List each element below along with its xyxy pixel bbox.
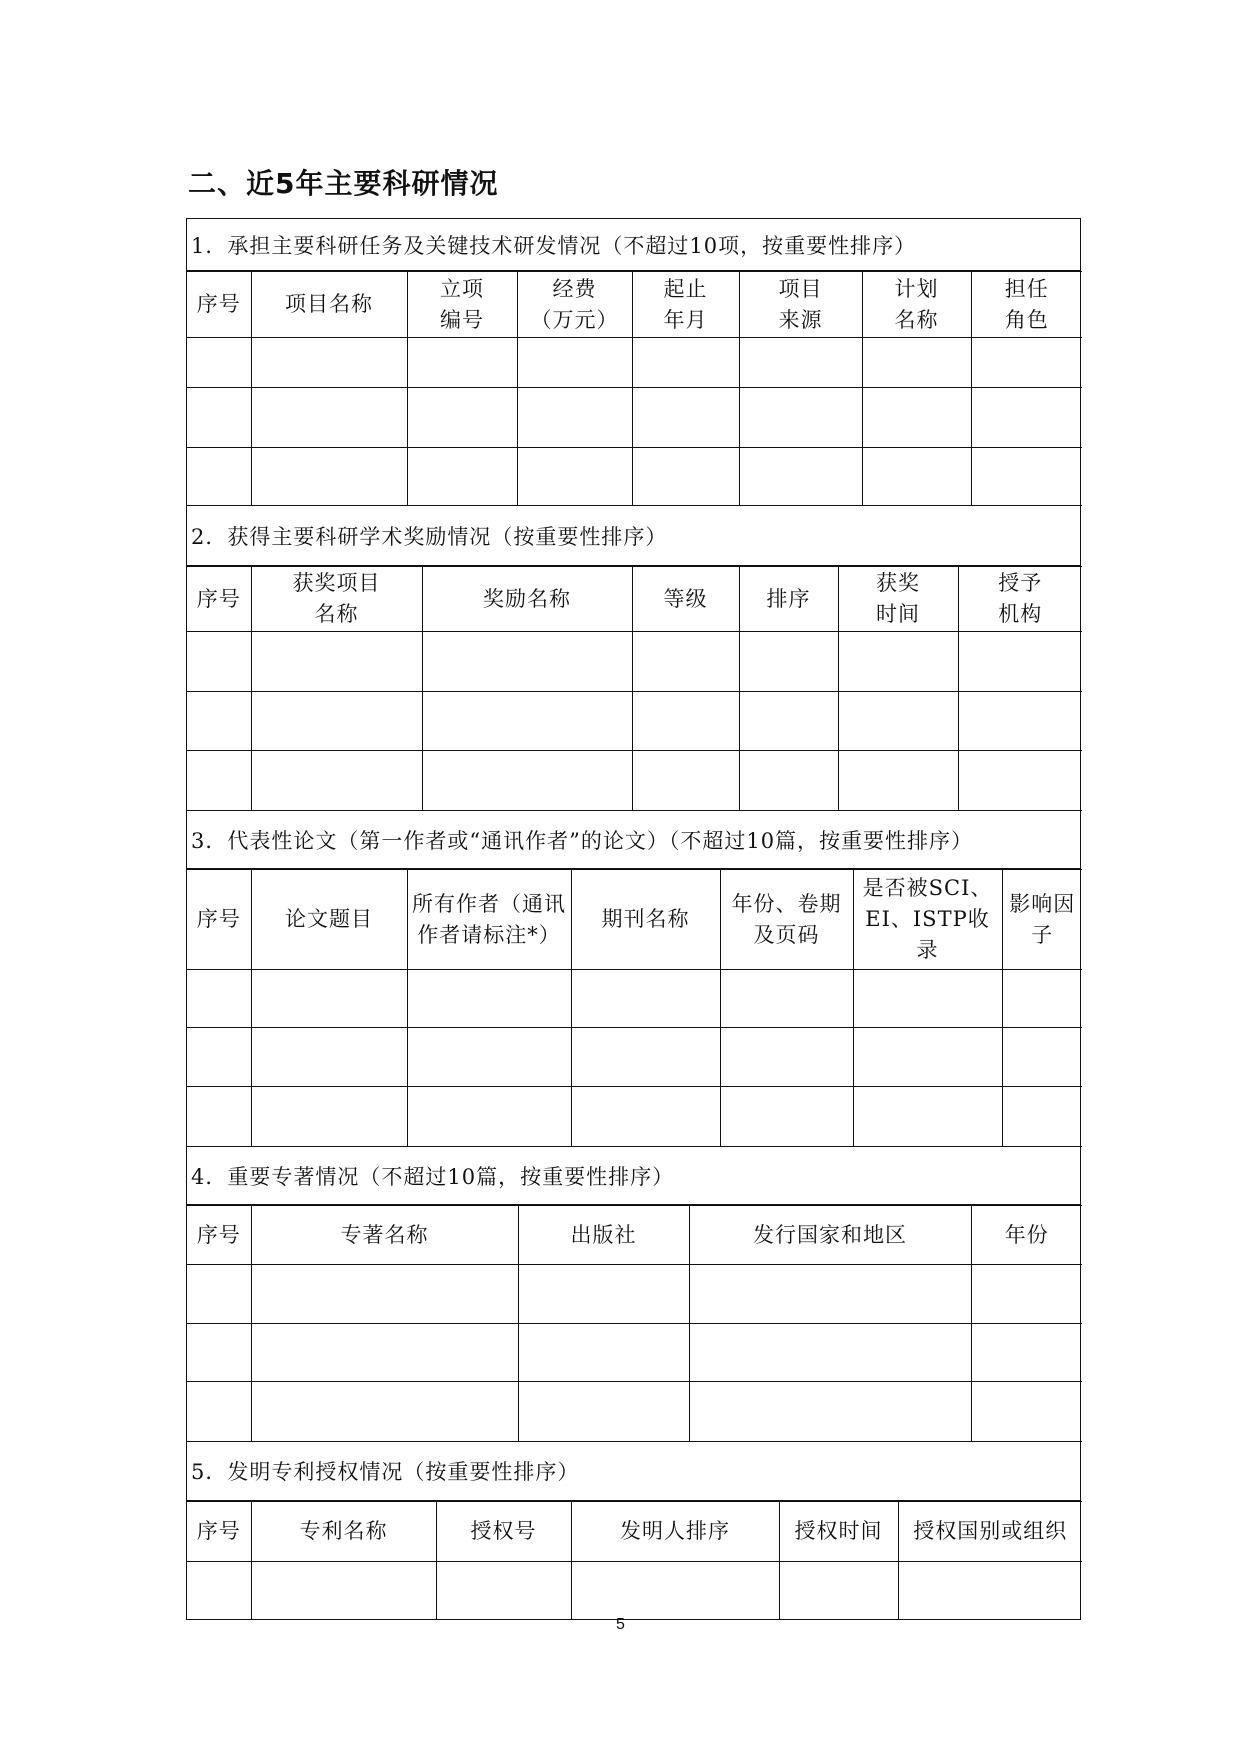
empty-cell[interactable]	[739, 338, 862, 388]
empty-cell[interactable]	[187, 692, 251, 751]
empty-cell[interactable]	[632, 632, 739, 692]
section-heading: 1．承担主要科研任务及关键技术研发情况（不超过10项，按重要性排序）	[187, 219, 1080, 271]
empty-cell[interactable]	[739, 751, 838, 811]
empty-cell[interactable]	[958, 751, 1082, 811]
column-header: 担任 角色	[971, 272, 1082, 338]
column-header: 经费 （万元）	[517, 272, 632, 338]
empty-cell[interactable]	[739, 388, 862, 448]
header-row	[187, 1206, 1082, 1265]
column-header: 序号	[187, 567, 251, 632]
empty-cell[interactable]	[739, 448, 862, 506]
empty-cell[interactable]	[571, 970, 720, 1028]
column-header: 授权号	[436, 1502, 571, 1562]
empty-cell[interactable]	[251, 1087, 407, 1147]
header-row	[187, 870, 1082, 970]
table-row	[187, 338, 1082, 388]
section-table	[187, 566, 1082, 811]
column-header: 等级	[632, 567, 739, 632]
empty-cell[interactable]	[251, 1028, 407, 1087]
empty-cell[interactable]	[862, 338, 971, 388]
empty-cell[interactable]	[517, 388, 632, 448]
column-header: 排序	[739, 567, 838, 632]
header-row	[187, 567, 1082, 632]
column-header: 所有作者（通讯作者请标注*）	[407, 870, 571, 970]
column-header: 期刊名称	[571, 870, 720, 970]
column-header: 起止 年月	[632, 272, 739, 338]
table-row	[187, 388, 1082, 448]
empty-cell[interactable]	[971, 448, 1082, 506]
section-5	[187, 1442, 1080, 1619]
empty-cell[interactable]	[518, 1324, 689, 1382]
empty-cell[interactable]	[853, 1028, 1002, 1087]
empty-cell[interactable]	[187, 448, 251, 506]
empty-cell[interactable]	[958, 692, 1082, 751]
table-row	[187, 632, 1082, 692]
empty-cell[interactable]	[251, 448, 407, 506]
empty-cell[interactable]	[422, 692, 632, 751]
empty-cell[interactable]	[407, 448, 517, 506]
empty-cell[interactable]	[251, 1265, 518, 1324]
section-4	[187, 1147, 1080, 1442]
page-number: 5	[616, 1616, 625, 1633]
empty-cell[interactable]	[720, 1087, 853, 1147]
column-header: 获奖项目 名称	[251, 567, 422, 632]
table-row	[187, 448, 1082, 506]
column-header: 项目 来源	[739, 272, 862, 338]
section-table	[187, 869, 1082, 1147]
column-header: 获奖 时间	[838, 567, 958, 632]
column-header: 序号	[187, 870, 251, 970]
empty-cell[interactable]	[251, 1324, 518, 1382]
empty-cell[interactable]	[187, 1562, 251, 1619]
table-row	[187, 1265, 1082, 1324]
table-row	[187, 970, 1082, 1028]
section-table	[187, 1501, 1082, 1619]
empty-cell[interactable]	[187, 1028, 251, 1087]
empty-cell[interactable]	[187, 1265, 251, 1324]
column-header: 发行国家和地区	[689, 1206, 971, 1265]
empty-cell[interactable]	[1002, 1087, 1082, 1147]
empty-cell[interactable]	[251, 1562, 436, 1619]
column-header: 计划 名称	[862, 272, 971, 338]
empty-cell[interactable]	[720, 970, 853, 1028]
empty-cell[interactable]	[251, 970, 407, 1028]
empty-cell[interactable]	[251, 632, 422, 692]
empty-cell[interactable]	[1002, 970, 1082, 1028]
empty-cell[interactable]	[517, 338, 632, 388]
empty-cell[interactable]	[1002, 1028, 1082, 1087]
empty-cell[interactable]	[971, 1382, 1082, 1442]
empty-cell[interactable]	[187, 1324, 251, 1382]
empty-cell[interactable]	[407, 970, 571, 1028]
empty-cell[interactable]	[971, 388, 1082, 448]
empty-cell[interactable]	[689, 1265, 971, 1324]
empty-cell[interactable]	[971, 338, 1082, 388]
empty-cell[interactable]	[251, 388, 407, 448]
table-row	[187, 1382, 1082, 1442]
empty-cell[interactable]	[571, 1087, 720, 1147]
empty-cell[interactable]	[251, 751, 422, 811]
section-1	[187, 219, 1080, 506]
empty-cell[interactable]	[187, 751, 251, 811]
empty-cell[interactable]	[689, 1324, 971, 1382]
column-header: 序号	[187, 1206, 251, 1265]
section-table	[187, 271, 1082, 506]
column-header: 奖励名称	[422, 567, 632, 632]
empty-cell[interactable]	[689, 1382, 971, 1442]
section-3	[187, 811, 1080, 1147]
empty-cell[interactable]	[422, 632, 632, 692]
empty-cell[interactable]	[187, 338, 251, 388]
empty-cell[interactable]	[571, 1562, 779, 1619]
empty-cell[interactable]	[958, 632, 1082, 692]
empty-cell[interactable]	[838, 692, 958, 751]
column-header: 年份、卷期及页码	[720, 870, 853, 970]
section-2	[187, 506, 1080, 811]
header-row	[187, 272, 1082, 338]
empty-cell[interactable]	[853, 1087, 1002, 1147]
empty-cell[interactable]	[898, 1562, 1082, 1619]
empty-cell[interactable]	[632, 692, 739, 751]
empty-cell[interactable]	[251, 692, 422, 751]
section-heading: 2．获得主要科研学术奖励情况（按重要性排序）	[187, 506, 1080, 566]
column-header: 立项 编号	[407, 272, 517, 338]
empty-cell[interactable]	[187, 970, 251, 1028]
empty-cell[interactable]	[971, 1265, 1082, 1324]
empty-cell[interactable]	[407, 388, 517, 448]
section-heading: 5．发明专利授权情况（按重要性排序）	[187, 1442, 1080, 1501]
empty-cell[interactable]	[971, 1324, 1082, 1382]
column-header: 年份	[971, 1206, 1082, 1265]
empty-cell[interactable]	[407, 338, 517, 388]
empty-cell[interactable]	[862, 448, 971, 506]
empty-cell[interactable]	[187, 632, 251, 692]
empty-cell[interactable]	[739, 692, 838, 751]
section-heading: 4．重要专著情况（不超过10篇，按重要性排序）	[187, 1147, 1080, 1205]
column-header: 是否被SCI、EI、ISTP收录	[853, 870, 1002, 970]
column-header: 序号	[187, 272, 251, 338]
empty-cell[interactable]	[853, 970, 1002, 1028]
empty-cell[interactable]	[862, 388, 971, 448]
column-header: 授权时间	[779, 1502, 898, 1562]
empty-cell[interactable]	[518, 1382, 689, 1442]
empty-cell[interactable]	[779, 1562, 898, 1619]
column-header: 论文题目	[251, 870, 407, 970]
empty-cell[interactable]	[720, 1028, 853, 1087]
empty-cell[interactable]	[251, 1382, 518, 1442]
table-row	[187, 1562, 1082, 1619]
table-row	[187, 751, 1082, 811]
table-row	[187, 1087, 1082, 1147]
table-row	[187, 1028, 1082, 1087]
empty-cell[interactable]	[407, 1087, 571, 1147]
empty-cell[interactable]	[632, 448, 739, 506]
empty-cell[interactable]	[422, 751, 632, 811]
empty-cell[interactable]	[632, 751, 739, 811]
empty-cell[interactable]	[436, 1562, 571, 1619]
column-header: 专利名称	[251, 1502, 436, 1562]
table-row	[187, 692, 1082, 751]
empty-cell[interactable]	[407, 1028, 571, 1087]
empty-cell[interactable]	[632, 338, 739, 388]
column-header: 发明人排序	[571, 1502, 779, 1562]
column-header: 出版社	[518, 1206, 689, 1265]
empty-cell[interactable]	[838, 632, 958, 692]
column-header: 序号	[187, 1502, 251, 1562]
column-header: 专著名称	[251, 1206, 518, 1265]
section-table	[187, 1205, 1082, 1442]
section-title: 二、近5年主要科研情况	[188, 167, 499, 200]
empty-cell[interactable]	[571, 1028, 720, 1087]
empty-cell[interactable]	[517, 448, 632, 506]
empty-cell[interactable]	[187, 1087, 251, 1147]
empty-cell[interactable]	[739, 632, 838, 692]
column-header: 项目名称	[251, 272, 407, 338]
section-heading: 3．代表性论文（第一作者或“通讯作者”的论文）（不超过10篇，按重要性排序）	[187, 811, 1080, 869]
research-form-table	[186, 218, 1081, 1620]
column-header: 授权国别或组织	[898, 1502, 1082, 1562]
column-header: 影响因子	[1002, 870, 1082, 970]
empty-cell[interactable]	[251, 338, 407, 388]
empty-cell[interactable]	[632, 388, 739, 448]
table-row	[187, 1324, 1082, 1382]
empty-cell[interactable]	[187, 1382, 251, 1442]
empty-cell[interactable]	[838, 751, 958, 811]
empty-cell[interactable]	[187, 388, 251, 448]
header-row	[187, 1502, 1082, 1562]
empty-cell[interactable]	[518, 1265, 689, 1324]
column-header: 授予 机构	[958, 567, 1082, 632]
